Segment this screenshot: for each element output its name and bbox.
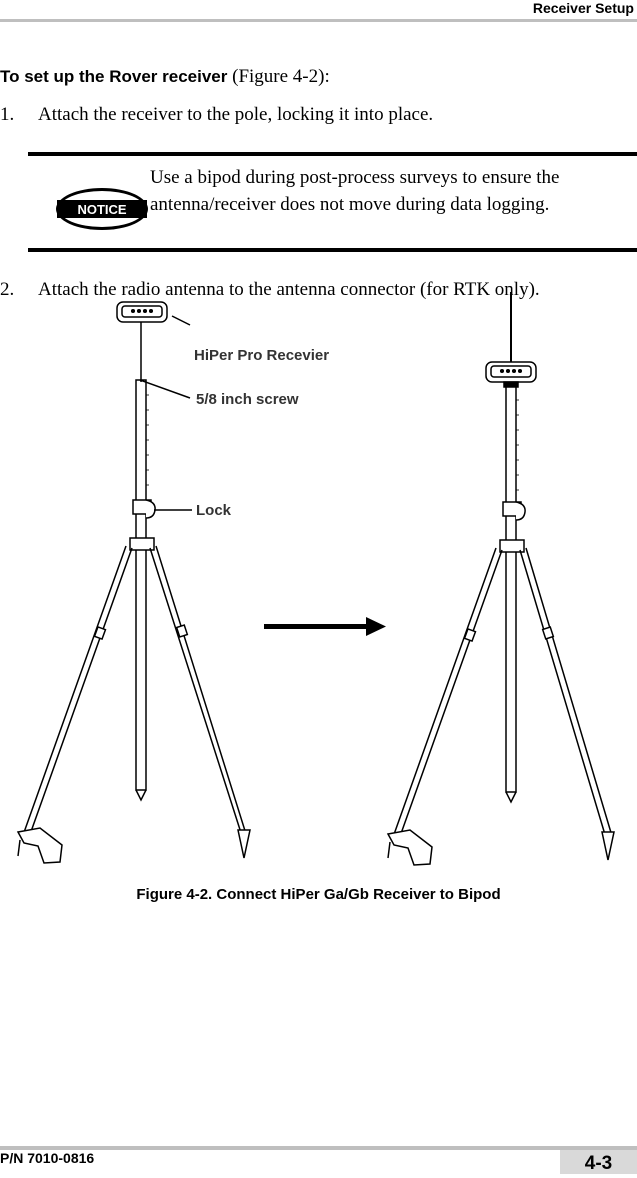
receiver-icon bbox=[117, 302, 167, 322]
notice-icon bbox=[54, 186, 150, 232]
right-bipod bbox=[388, 292, 614, 865]
figure-caption: Figure 4-2. Connect HiPer Ga/Gb Receiver to Bipod bbox=[136, 886, 501, 903]
label-lock: Lock bbox=[196, 502, 232, 519]
step-1 bbox=[0, 104, 433, 126]
step-number: 1. bbox=[0, 104, 15, 125]
label-screw: 5/8 inch screw bbox=[196, 391, 299, 408]
footer-rule bbox=[0, 1146, 637, 1150]
right-arrow bbox=[264, 617, 386, 636]
page-header bbox=[0, 0, 637, 22]
pole bbox=[136, 380, 146, 790]
pole bbox=[506, 387, 516, 792]
label-receiver: HiPer Pro Recevier bbox=[194, 347, 330, 364]
step-text: Attach the receiver to the pole, locking it into place. bbox=[38, 104, 434, 125]
header-rule bbox=[0, 19, 637, 22]
section-heading bbox=[0, 66, 330, 88]
footer-part-number: P/N 7010-0816 bbox=[0, 1150, 95, 1166]
step-text: Attach the radio antenna to the antenna connector (for RTK only). bbox=[38, 279, 540, 300]
header-title: Receiver Setup bbox=[532, 0, 634, 16]
receiver-icon bbox=[486, 362, 536, 382]
left-bipod bbox=[18, 302, 250, 863]
heading-rest: (Figure 4-2): bbox=[227, 66, 330, 87]
footer-page-number: 4-3 bbox=[560, 1150, 637, 1174]
notice-icon-label: NOTICE bbox=[77, 202, 127, 217]
notice-box bbox=[28, 152, 637, 252]
bipod-figure bbox=[0, 285, 637, 875]
step-number: 2. bbox=[0, 279, 15, 300]
heading-bold: To set up the Rover receiver bbox=[0, 67, 228, 86]
notice-text: Use a bipod during post-process surveys to ensure the antenna/receiver does not move during data logging. bbox=[150, 167, 560, 215]
